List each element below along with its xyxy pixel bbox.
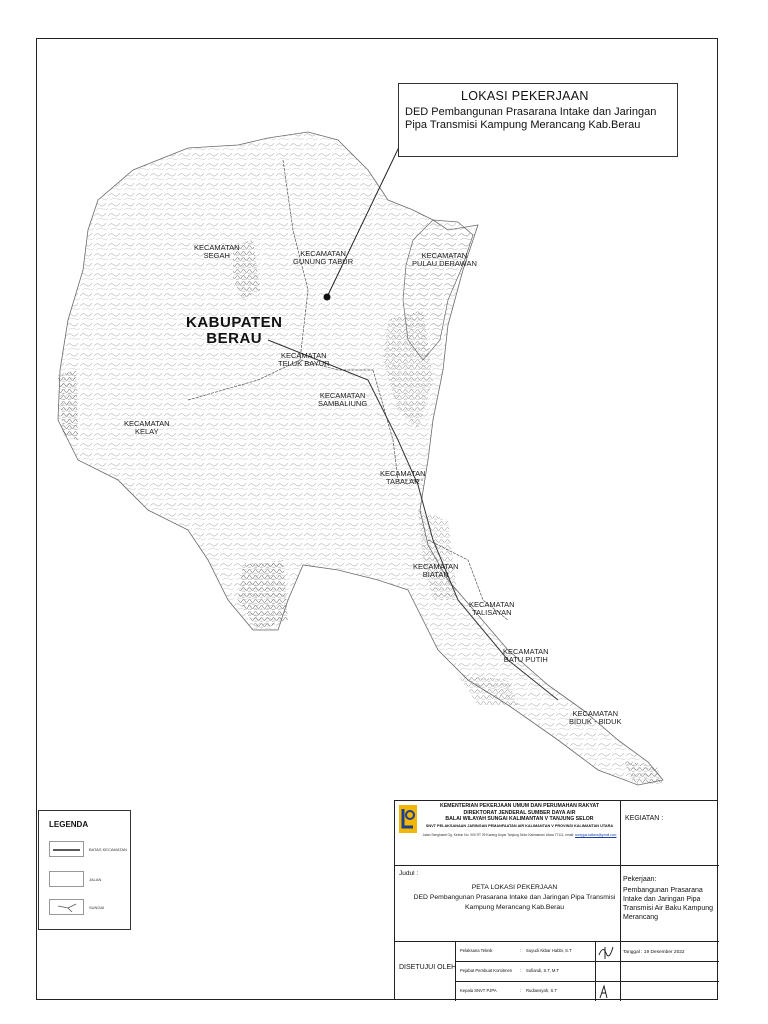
- signatory-role-2: Pejabat Pembuat Komitmen: [460, 968, 513, 973]
- tb-divider-h1: [395, 865, 719, 866]
- map-title-heading: PETA LOKASI PEKERJAAN: [471, 884, 558, 891]
- label-biduk-biduk: KECAMATAN BIDUK - BIDUK: [569, 709, 622, 726]
- date-label: Tanggal : 19 Desember 2022: [623, 950, 685, 955]
- signatory-colon-3: :: [520, 988, 522, 993]
- legend: [38, 810, 131, 930]
- tb-divider-h4: [455, 981, 719, 982]
- legend-label-road: JALAN: [89, 877, 102, 882]
- ministry-line-4: SNVT PELAKSANAAN JARINGAN PEMANFAATAN AIR KALIMANTAN V PROVINSI KALIMANTAN UTARA: [425, 823, 614, 828]
- pupr-logo-icon: [399, 805, 417, 833]
- pekerjaan-desc: Pembangunan Prasarana Intake dan Jaringan Pipa Transmisi Air Baku Kampung Merancang: [623, 887, 713, 921]
- signatory-role-1: Pelaksana Teknik: [460, 948, 493, 953]
- tb-divider-v3: [595, 941, 596, 1001]
- tb-divider-h3: [455, 961, 719, 962]
- signature-mark-1: [597, 943, 615, 961]
- terrain-kelay: [58, 370, 78, 440]
- signatory-name-3: Rudiansyah, S.T: [526, 988, 557, 993]
- signature-mark-2: [597, 984, 611, 1000]
- legend-swatch-road: [49, 871, 84, 887]
- label-talisayan: KECAMATAN TALISAYAN: [469, 600, 515, 617]
- label-kelay: KECAMATAN KELAY: [124, 419, 170, 436]
- map-title-desc-1: DED Pembangunan Prasarana Intake dan Jaringan Pipa Transmisi: [413, 894, 616, 901]
- legend-title: LEGENDA: [49, 820, 89, 829]
- ministry-header: [417, 803, 622, 829]
- legend-label-boundary: BATAS KECAMATAN: [89, 847, 127, 852]
- regency-shape: [58, 132, 663, 785]
- title-block: [394, 800, 718, 1000]
- tb-divider-h2: [395, 941, 719, 942]
- label-segah: KECAMATAN SEGAH: [194, 243, 240, 260]
- map-title: [407, 883, 622, 913]
- callout-description: DED Pembangunan Prasarana Intake dan Jaringan Pipa Transmisi Kampung Merancang Kab.Berau: [405, 106, 657, 131]
- address-email[interactable]: snvtpjpa.kaltara@gmail.com: [574, 833, 617, 837]
- project-location-callout: [398, 83, 678, 157]
- callout-title: LOKASI PEKERJAAN: [461, 89, 589, 103]
- ministry-line-1: KEMENTERIAN PEKERJAAN UMUM DAN PERUMAHAN RAKYAT: [439, 803, 600, 809]
- ministry-address: [417, 833, 622, 837]
- label-kabupaten-berau: KABUPATEN BERAU: [186, 314, 283, 347]
- signatory-colon-1: :: [520, 948, 522, 953]
- label-batu-putih: KECAMATAN BATU PUTIH: [503, 647, 549, 664]
- label-tabalar: KECAMATAN TABALAR: [380, 469, 426, 486]
- ministry-line-2: DIREKTORAT JENDERAL SUMBER DAYA AIR: [463, 809, 576, 816]
- address-text: Jalan Sengkawit Gg. Kebun No. 000 RT 09 Karang Anyar Tanjung Selor Kalimantan Utara 77111, email:: [422, 833, 575, 837]
- pekerjaan-label: Pekerjaan:: [623, 876, 657, 883]
- label-biatan: KECAMATAN BIATAN: [413, 562, 459, 579]
- label-pulau-derawan: KECAMATAN PULAU DERAWAN: [412, 251, 477, 268]
- map-title-desc-2: Kampung Merancang Kab.Berau: [465, 904, 564, 911]
- label-sambaliung: KECAMATAN SAMBALIUNG: [318, 391, 368, 408]
- legend-label-river: SUNGAI: [89, 905, 105, 910]
- legend-swatch-boundary: [49, 841, 84, 857]
- ministry-line-3: BALAI WILAYAH SUNGAI KALIMANTAN V TANJUNG SELOR: [445, 816, 594, 822]
- kegiatan-label: KEGIATAN :: [625, 815, 664, 822]
- label-gunung-tabur: KECAMATAN GUNUNG TABUR: [293, 249, 354, 266]
- judul-label: Judul :: [399, 870, 419, 877]
- approved-by-label: DISETUJUI OLEH: [399, 964, 457, 971]
- signatory-colon-2: :: [520, 968, 522, 973]
- signatory-role-3: Kepala SNVT PJPA: [460, 988, 497, 993]
- signatory-name-1: Suyudi Akbar Habbi, S.T: [526, 948, 572, 953]
- legend-swatch-river: [49, 899, 84, 915]
- signatory-name-2: Sufiandi, S.T, M.T: [526, 968, 560, 973]
- project-location-dot: [324, 294, 331, 301]
- tb-divider-v2: [455, 941, 456, 1001]
- label-teluk-bayur: KECAMATAN TELUK BAYUR: [278, 351, 330, 368]
